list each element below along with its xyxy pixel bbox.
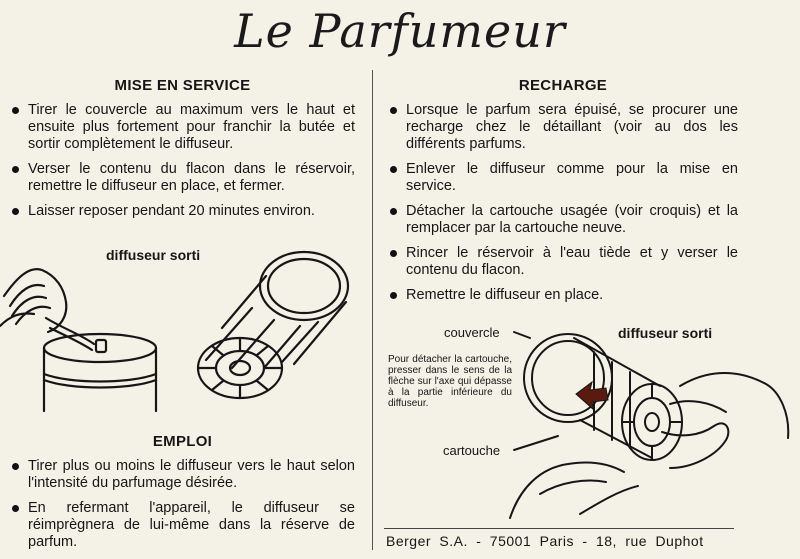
list-item: Tirer plus ou moins le diffuseur vers le haut selon l'intensité du parfumage désirée.	[10, 458, 355, 492]
label-diffuseur-sorti: diffuseur sorti	[106, 247, 201, 263]
mise-en-service-list	[10, 102, 355, 220]
section-emploi	[10, 432, 355, 559]
heading-recharge: RECHARGE	[518, 77, 608, 94]
column-divider	[372, 70, 373, 550]
list-item: Verser le contenu du flacon dans le réservoir, remettre le diffuseur en place, et fermer.	[10, 161, 355, 195]
heading-mise-en-service: MISE EN SERVICE	[114, 77, 251, 94]
label-couvercle: couvercle	[444, 325, 500, 340]
footer-divider	[384, 528, 734, 529]
list-item: Détacher la cartouche usagée (voir croquis) et la remplacer par la cartouche neuve.	[388, 203, 738, 237]
heading-emploi: EMPLOI	[152, 433, 213, 450]
label-diffuseur-sorti-right: diffuseur sorti	[618, 325, 713, 341]
illustration-cartridge-removal	[380, 318, 800, 528]
footer-address: Berger S.A. - 75001 Paris - 18, rue Duphot	[386, 533, 704, 549]
emploi-list	[10, 458, 355, 551]
instruction-note: Pour détacher la cartouche, presser dans le sens de la flèche sur l'axe qui dépasse à la partie inférieure du diffuseur.	[388, 354, 512, 409]
list-item: Enlever le diffuseur comme pour la mise en service.	[388, 161, 738, 195]
list-item: Lorsque le parfum sera épuisé, se procurer une recharge chez le détaillant (voir au dos les différents parfums.	[388, 102, 738, 153]
list-item: Rincer le réservoir à l'eau tiède et y verser le contenu du flacon.	[388, 245, 738, 279]
illustration-bottle-and-diffuser	[0, 236, 370, 426]
list-item: Laisser reposer pendant 20 minutes environ.	[10, 203, 355, 220]
section-mise-en-service	[10, 76, 355, 228]
list-item: Remettre le diffuseur en place.	[388, 287, 738, 304]
label-cartouche: cartouche	[443, 443, 501, 458]
page-title: Le Parfumeur	[234, 4, 566, 58]
list-item: Tirer le couvercle au maximum vers le haut et ensuite plus fortement pour franchir la butée et sortir complètement le diffuseur.	[10, 102, 355, 153]
list-item: En refermant l'appareil, le diffuseur se réimprègnera de lui-même dans la réserve de parfum.	[10, 500, 355, 551]
section-recharge	[388, 76, 738, 312]
recharge-list	[388, 102, 738, 304]
